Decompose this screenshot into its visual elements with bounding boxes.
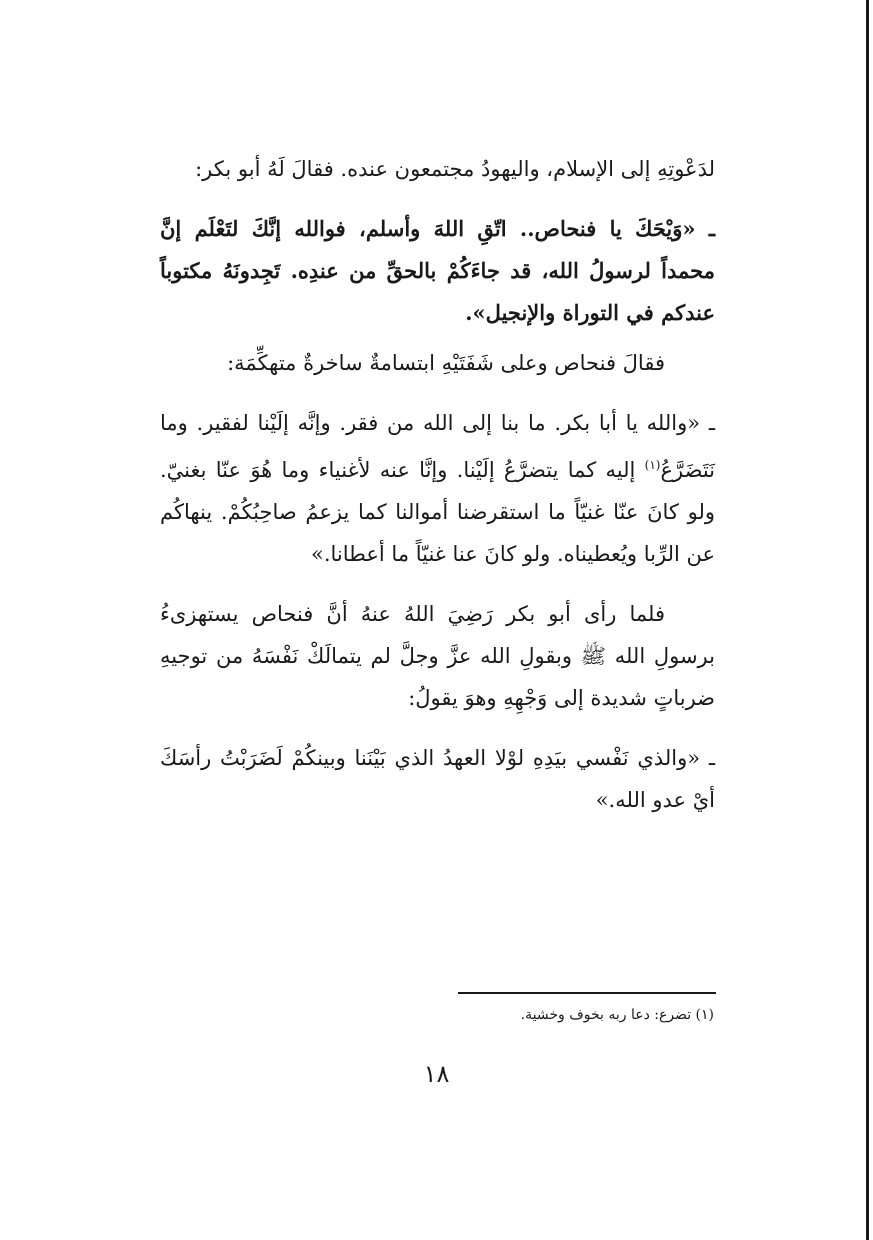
paragraph-4-part-b: إليه كما يتضرَّعُ إلَيْنا. وإنَّا عنه لأغنياء وما هُوَ عنّا بغنيّ. ولو كانَ عنّا غنيّاً ما استقرضنا أموالنا كما يزعمُ صاحِبُكُمْ. ينهاكُم عن الرِّبا ويُعطيناه. ولو كانَ عنا غنيّاً ما أعطانا.» [160,458,715,566]
footnote-marker: (١) [644,458,661,472]
paragraph-2-quote: ـ «وَيْحَكَ يا فنحاص.. اتّقِ اللهَ وأسلم، فوالله إنَّكَ لتَعْلَم إنَّ محمداً لرسولُ الله، قد جاءَكُمْ بالحقِّ من عندِه. تَجِدونَهُ مكتوباً عندكم في التوراة والإنجيل». [160,216,715,325]
page-edge-line [866,0,869,1240]
paragraph-6-quote: ـ «والذي نَفْسي بيَدِهِ لوْلا العهدُ الذي بَيْنَنا وبينكُمْ لَضَرَبْتُ رأسَكَ أيْ عدو الله.» [160,746,715,812]
footnote-text: (١) تضرع: دعا ربه بخوف وخشية. [520,1007,714,1023]
page-body [160,148,715,821]
paragraph-5: فلما رأى أبو بكر رَضِيَ اللهُ عنهُ أنَّ فنحاص يستهزىءُ برسولِ الله ﷺ وبقولِ الله عزَّ وجلَّ لم يتمالَكْ نَفْسَهُ من توجيهِ ضرباتٍ شديدة إلى وَجْهِهِ وهوَ يقولُ: [160,602,715,710]
paragraph-4-part-a: ـ «والله يا أبا بكر. ما بنا إلى الله من فقر. وإنَّه إلَيْنا لفقير. وما نَتَضَرَّعُ [160,411,715,482]
paragraph-3: فقالَ فنحاص وعلى شَفَتَيْهِ ابتسامةٌ ساخرةٌ متهكِّمَة: [227,351,665,375]
footnote-divider [458,992,716,994]
paragraph-4-quote [160,402,715,575]
page-number: ١٨ [423,1060,450,1088]
paragraph-1: لدَعْوتِهِ إلى الإسلام، واليهودُ مجتمعون عنده. فقالَ لَهُ أبو بكر: [195,157,715,181]
